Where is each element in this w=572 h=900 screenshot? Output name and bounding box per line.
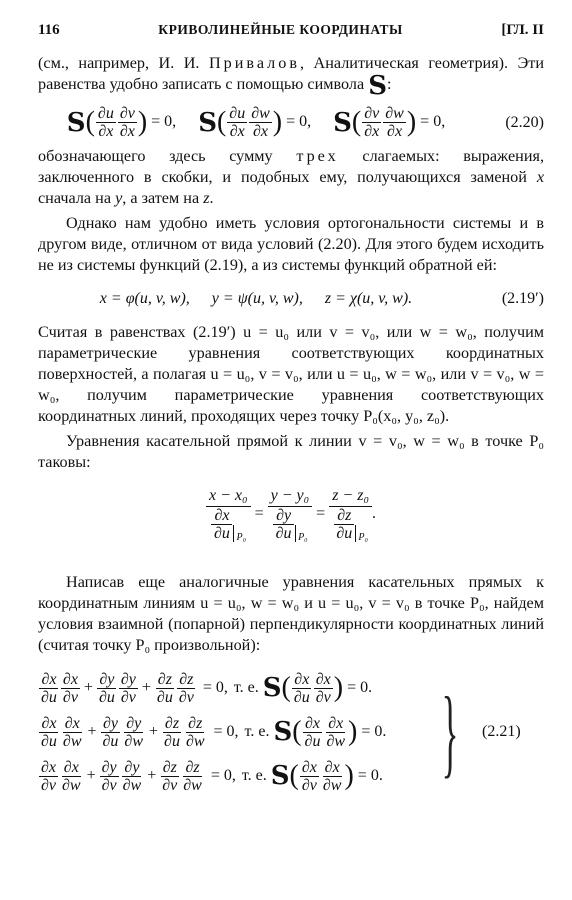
page-number: 116 bbox=[38, 22, 60, 38]
paragraph-4: Считая в равенствах (2.19′) u = u₀ или v = v₀, или w = w₀, получим параметрические уравнения соответствующих координатных поверхностей, а полагая u = u₀, v = v₀, или u = u₀, w = w₀, или v = v₀, w = w₀, получим параметрические уравнения соответствующих координатных линий, проходящих через точку P₀(x₀, y₀, z₀). bbox=[38, 323, 544, 425]
paragraph-6: Написав еще аналогичные уравнения касательных прямых к координатным линиям u = u₀, w = w₀ и u = u₀, v = v₀ в точке P₀, найдем условия взаимной (попарной) перпендикулярности координатных линий (считая точку P₀ произвольной): bbox=[38, 573, 544, 654]
paragraph-2: обозначающего здесь сумму трех слагаемых: выражения, заключенного в скобки, и подобных ему, получающихся заменой x сначала на y, а затем на z. bbox=[38, 147, 544, 207]
system-row: $\frac{\partial x}{\partial u}$ $\frac{\partial x}{\partial w}$ + $\frac{\partial y}{\partial u}$ $\frac{\partial y}{\partial w}$ + $\frac{\partial z}{\partial u}$ $\frac{\partial z}{\partial w}$ = 0, т. е. 𝐒 ( $\frac{\partial x}{\partial u}$ $\frac{\partial x}{\partial w}$ ) = 0. bbox=[41, 714, 387, 750]
equation-number: (2.20) bbox=[505, 113, 544, 131]
equation-number: (2.19′) bbox=[501, 290, 544, 307]
equation-2-19-prime: x = φ(u, v, w), y = ψ(u, v, w), z = χ(u, v, w). (2.19′) bbox=[99, 290, 544, 307]
author-name: Привалов bbox=[208, 54, 300, 72]
right-brace: } bbox=[441, 676, 459, 787]
chapter-label: [ГЛ. II bbox=[501, 22, 544, 38]
equation-2-21 bbox=[38, 666, 544, 798]
running-header bbox=[38, 22, 544, 39]
running-title: КРИВОЛИНЕЙНЫЕ КООРДИНАТЫ bbox=[158, 22, 403, 37]
equation-2-20: 𝐒( $\frac{\partial u}{\partial x}$ $\frac{\partial v}{\partial x}$ ) = 0, 𝐒( $\frac{\partial u}{\partial x}$ $\frac{\partial w}{\partial x}$ ) = 0, 𝐒( $\frac{\partial v}{\partial x}$ $\frac{\partial w}{\partial x}$ ) = 0, (2.20) bbox=[66, 105, 544, 140]
paragraph-3: Однако нам удобно иметь условия ортогональности системы и в другом виде, отличном от вида условий (2.20). Для этого будем исходить не из системы функций (2.19), а из системы функций обратной ей: bbox=[38, 214, 544, 274]
equation-number: (2.21) bbox=[482, 723, 521, 740]
system-row: $\frac{\partial x}{\partial u}$ $\frac{\partial x}{\partial v}$ + $\frac{\partial y}{\partial u}$ $\frac{\partial y}{\partial v}$ + $\frac{\partial z}{\partial u}$ $\frac{\partial z}{\partial v}$ = 0, т. е. 𝐒 ( $\frac{\partial x}{\partial u}$ $\frac{\partial x}{\partial v}$ ) = 0. bbox=[41, 670, 373, 706]
tangent-line-equation: x − x₀ $\frac{\partial x}{\partial u}$ P₀ = y − y₀ $\frac{\partial y}{\partial u}$ P₀ = z − z₀ $\frac{\partial z}{\partial u}$ P₀ . bbox=[38, 485, 544, 542]
paragraph-5: Уравнения касательной прямой к линии v = v₀, w = w₀ в точке P₀ таковы: bbox=[38, 432, 544, 471]
system-row: $\frac{\partial x}{\partial v}$ $\frac{\partial x}{\partial w}$ + $\frac{\partial y}{\partial v}$ $\frac{\partial y}{\partial w}$ + $\frac{\partial z}{\partial v}$ $\frac{\partial z}{\partial w}$ = 0, т. е. 𝐒 ( $\frac{\partial x}{\partial v}$ $\frac{\partial x}{\partial w}$ ) = 0. bbox=[41, 758, 383, 794]
sum-symbol: 𝐒 bbox=[368, 71, 387, 101]
paragraph-1: (см., например, И. И. Привалов, Аналитическая геометрия). Эти равенства удобно записать с помощью символа 𝐒: bbox=[38, 54, 544, 101]
